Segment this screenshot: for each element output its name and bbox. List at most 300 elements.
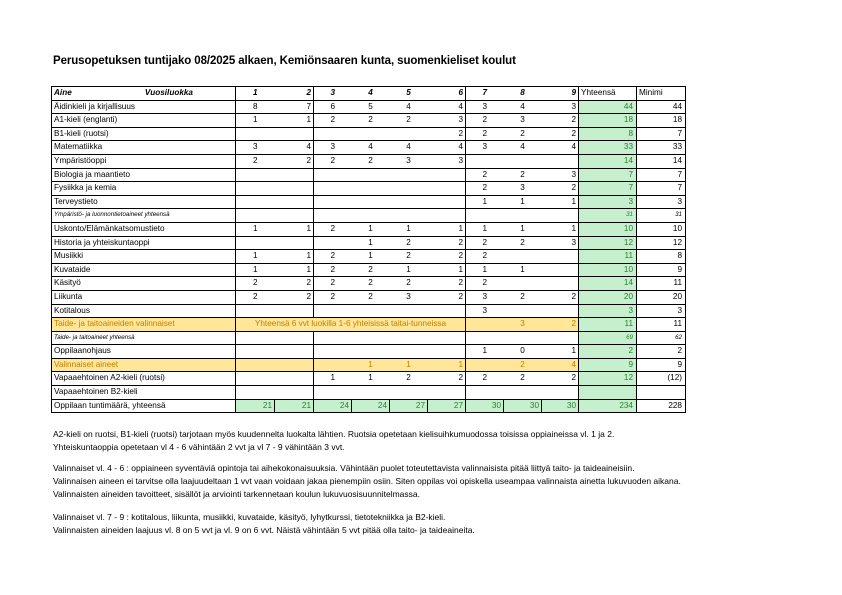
minimum-cell: 9 xyxy=(637,358,686,372)
total-cell: 20 xyxy=(579,290,637,304)
total-cell: 11 xyxy=(579,250,637,264)
grade-6-cell xyxy=(428,304,466,318)
grade-5-cell xyxy=(390,209,428,223)
grade-8-cell: 2 xyxy=(504,127,542,141)
table-row xyxy=(52,290,686,304)
table-row xyxy=(52,168,686,182)
table-row xyxy=(52,141,686,155)
grade-3-cell xyxy=(314,209,352,223)
grade-4-cell: 24 xyxy=(352,399,390,413)
minimum-cell: (12) xyxy=(637,372,686,386)
grade-8-cell: 0 xyxy=(504,345,542,359)
table-row xyxy=(52,358,686,372)
grade-6-cell: 3 xyxy=(428,154,466,168)
grade-2-cell: 1 xyxy=(275,222,314,236)
notes-paragraph-3 xyxy=(53,511,475,537)
header-aine: Aine xyxy=(54,88,72,97)
table-row xyxy=(52,209,686,223)
grade-3-cell: 2 xyxy=(314,154,352,168)
grade-3-cell xyxy=(314,127,352,141)
grade-9-cell xyxy=(542,209,579,223)
grade-7-cell xyxy=(466,386,504,400)
grade-6-cell: 1 xyxy=(428,263,466,277)
grade-1-cell: 1 xyxy=(236,250,275,264)
grade-6-cell: 1 xyxy=(428,358,466,372)
grade-1-cell xyxy=(236,195,275,209)
grade-7-cell: 2 xyxy=(466,182,504,196)
grade-7-cell: 2 xyxy=(466,114,504,128)
minimum-cell: 3 xyxy=(637,195,686,209)
grade-3-cell xyxy=(314,195,352,209)
grade-4-cell: 2 xyxy=(352,290,390,304)
minimum-cell: 3 xyxy=(637,304,686,318)
grade-5-cell xyxy=(390,345,428,359)
grade-4-cell: 1 xyxy=(352,358,390,372)
total-cell: 31 xyxy=(579,209,637,223)
table-row xyxy=(52,222,686,236)
grade-6-cell xyxy=(428,331,466,345)
grade-2-cell xyxy=(275,358,314,372)
grade-5-cell: 1 xyxy=(390,263,428,277)
total-cell: 44 xyxy=(579,100,637,114)
note-line: Valinnaiset vl. 7 - 9 : kotitalous, liikunta, musiikki, kuvataide, käsityö, lyhytkurssi, tietotekniikka ja B2-kieli. xyxy=(53,512,446,522)
grade-4-cell: 1 xyxy=(352,222,390,236)
grade-5-cell xyxy=(390,386,428,400)
grade-8-cell: 30 xyxy=(504,399,542,413)
grade-8-cell: 4 xyxy=(504,141,542,155)
grade-5-cell: 27 xyxy=(390,399,428,413)
grade-3-cell xyxy=(314,182,352,196)
minimum-cell: 18 xyxy=(637,114,686,128)
grade-5-cell: 1 xyxy=(390,222,428,236)
grade-1-cell xyxy=(236,386,275,400)
grade-2-cell: 1 xyxy=(275,263,314,277)
subject-label: Uskonto/Elämänkatsomustieto xyxy=(52,222,236,236)
grade-2-cell: 2 xyxy=(275,290,314,304)
grade-5-cell: 3 xyxy=(390,154,428,168)
table-row xyxy=(52,263,686,277)
grade-9-cell: 2 xyxy=(542,182,579,196)
subject-label: Taide- ja taitoaineet yhteensä xyxy=(52,331,236,345)
grade-3-cell xyxy=(314,345,352,359)
grade-3-cell: 2 xyxy=(314,114,352,128)
grade-4-cell: 1 xyxy=(352,236,390,250)
total-cell: 12 xyxy=(579,236,637,250)
grade-2-cell xyxy=(275,236,314,250)
grade-9-cell xyxy=(542,331,579,345)
subject-label: Terveystieto xyxy=(52,195,236,209)
subject-label: Ympäristöoppi xyxy=(52,154,236,168)
grade-6-cell: 2 xyxy=(428,290,466,304)
total-cell: 14 xyxy=(579,154,637,168)
subject-label: A1-kieli (englanti) xyxy=(52,114,236,128)
minimum-cell xyxy=(637,386,686,400)
minimum-cell: 12 xyxy=(637,236,686,250)
minimum-cell: 9 xyxy=(637,263,686,277)
grade-3-cell: 6 xyxy=(314,100,352,114)
grade-9-cell: 4 xyxy=(542,358,579,372)
header-grade-label: Vuosiluokka xyxy=(144,88,193,97)
note-line: Valinnaisten aineiden laajuus vl. 8 on 5 vvt ja vl. 9 on 6 vvt. Näistä vähintään 5 vvt pitää olla taito- ja taideaineita. xyxy=(53,525,475,535)
notes-paragraph-2 xyxy=(53,462,681,501)
minimum-cell: 44 xyxy=(637,100,686,114)
grade-2-cell xyxy=(275,168,314,182)
total-cell: 3 xyxy=(579,195,637,209)
header-grade-7: 7 xyxy=(466,87,504,101)
grade-8-cell xyxy=(504,277,542,291)
note-line: A2-kieli on ruotsi, B1-kieli (ruotsi) tarjotaan myös kuudennelta luokalta lähtien. Ruotsia opetetaan kielisuihkumuodossa toisissa oppiaineissa vl. 1 ja 2. xyxy=(53,429,615,439)
grade-6-cell: 2 xyxy=(428,250,466,264)
table-row xyxy=(52,114,686,128)
grade-2-cell: 21 xyxy=(275,399,314,413)
grade-2-cell: 2 xyxy=(275,277,314,291)
grade-4-cell xyxy=(352,331,390,345)
header-grade-2: 2 xyxy=(275,87,314,101)
header-grade-3: 3 xyxy=(314,87,352,101)
grade-4-cell xyxy=(352,386,390,400)
grade-4-cell xyxy=(352,195,390,209)
minimum-cell: 33 xyxy=(637,141,686,155)
grade-2-cell: 7 xyxy=(275,100,314,114)
grade-7-cell: 3 xyxy=(466,141,504,155)
subject-label: Kuvataide xyxy=(52,263,236,277)
grade-1-cell: 21 xyxy=(236,399,275,413)
grade-9-cell xyxy=(542,304,579,318)
note-line: Valinnaiset vl. 4 - 6 : oppiaineen syventäviä opintoja tai aihekokonaisuuksia. Vähintään puolet toteutettavista valinnaisista pitää liittyä taito- ja taideaineisiin. xyxy=(53,463,635,473)
grade-9-cell: 1 xyxy=(542,195,579,209)
grade-1-cell: 1 xyxy=(236,114,275,128)
subject-label: Oppilaanohjaus xyxy=(52,345,236,359)
grade-8-cell: 4 xyxy=(504,100,542,114)
grade-4-cell xyxy=(352,168,390,182)
grade-7-cell: 2 xyxy=(466,250,504,264)
grade-4-cell: 1 xyxy=(352,372,390,386)
subject-label: Musiikki xyxy=(52,250,236,264)
grade-9-cell xyxy=(542,277,579,291)
grade-8-cell: 2 xyxy=(504,290,542,304)
grade-9-cell: 1 xyxy=(542,345,579,359)
total-cell: 18 xyxy=(579,114,637,128)
note-line: Yhteiskuntaoppia opetetaan vl 4 - 6 vähintään 2 vvt ja vl 7 - 9 vähintään 3 vvt. xyxy=(53,442,345,452)
grade-1-cell xyxy=(236,372,275,386)
grade-4-cell xyxy=(352,345,390,359)
grade-4-cell xyxy=(352,182,390,196)
note-line: Valinnaisten aineiden tavoitteet, sisällöt ja arviointi tarkennetaan koulun lukuvuosisuunnitelmassa. xyxy=(53,489,420,499)
grade-4-cell xyxy=(352,127,390,141)
subject-label: Fysiikka ja kemia xyxy=(52,182,236,196)
grade-1-cell xyxy=(236,345,275,359)
grade-5-cell xyxy=(390,195,428,209)
grade-2-cell: 4 xyxy=(275,141,314,155)
grade-9-cell xyxy=(542,386,579,400)
grade-8-cell: 2 xyxy=(504,168,542,182)
grade-8-cell xyxy=(504,386,542,400)
note-line: Valinnaisen aineen ei tarvitse olla laajuudeltaan 1 vvt vaan voidaan jakaa pienempiin osiin. Siten oppilas voi opiskella useampaa valinnaista ainetta lukuvuoden aikana. xyxy=(53,476,681,486)
grade-8-cell: 3 xyxy=(504,114,542,128)
grade-8-cell: 2 xyxy=(504,372,542,386)
grade-6-cell: 1 xyxy=(428,222,466,236)
minimum-cell: 11 xyxy=(637,277,686,291)
grade-5-cell: 3 xyxy=(390,290,428,304)
grade-6-cell xyxy=(428,195,466,209)
header-grade-4: 4 xyxy=(352,87,390,101)
merged-note-cell: Yhteensä 6 vvt luokilla 1-6 yhteisissä taitai-tunneissa xyxy=(236,318,466,332)
table-row xyxy=(52,277,686,291)
grade-1-cell: 2 xyxy=(236,290,275,304)
grade-2-cell xyxy=(275,304,314,318)
grade-3-cell: 2 xyxy=(314,290,352,304)
grade-1-cell: 3 xyxy=(236,141,275,155)
header-grade-9: 9 xyxy=(542,87,579,101)
total-cell: 234 xyxy=(579,399,637,413)
grade-5-cell xyxy=(390,304,428,318)
table-row xyxy=(52,250,686,264)
subject-label: Valinnaiset aineet xyxy=(52,358,236,372)
grade-9-cell: 4 xyxy=(542,141,579,155)
grade-8-cell: 2 xyxy=(504,358,542,372)
grade-6-cell: 2 xyxy=(428,236,466,250)
grade-6-cell: 4 xyxy=(428,141,466,155)
grade-1-cell xyxy=(236,331,275,345)
subject-label: Äidinkieli ja kirjallisuus xyxy=(52,100,236,114)
subject-label: Vapaaehtoinen B2-kieli xyxy=(52,386,236,400)
table-row xyxy=(52,195,686,209)
curriculum-table xyxy=(51,86,686,413)
total-cell: 33 xyxy=(579,141,637,155)
total-cell: 14 xyxy=(579,277,637,291)
minimum-cell: 7 xyxy=(637,168,686,182)
grade-2-cell: 2 xyxy=(275,154,314,168)
grade-7-cell xyxy=(466,154,504,168)
subject-label: Kotitalous xyxy=(52,304,236,318)
subject-label: Matematiikka xyxy=(52,141,236,155)
grade-5-cell: 1 xyxy=(390,358,428,372)
grade-7-cell: 3 xyxy=(466,290,504,304)
grade-5-cell xyxy=(390,182,428,196)
total-cell: 12 xyxy=(579,372,637,386)
total-cell: 7 xyxy=(579,168,637,182)
grade-7-cell: 1 xyxy=(466,195,504,209)
table-row xyxy=(52,127,686,141)
page-title: Perusopetuksen tuntijako 08/2025 alkaen, Kemiönsaaren kunta, suomenkieliset koulut xyxy=(53,55,516,67)
grade-1-cell xyxy=(236,182,275,196)
grade-5-cell: 2 xyxy=(390,277,428,291)
grade-7-cell: 2 xyxy=(466,372,504,386)
grade-1-cell xyxy=(236,236,275,250)
subject-label: Biologia ja maantieto xyxy=(52,168,236,182)
grade-3-cell: 2 xyxy=(314,263,352,277)
subject-label: B1-kieli (ruotsi) xyxy=(52,127,236,141)
total-cell: 9 xyxy=(579,358,637,372)
grade-7-cell xyxy=(466,358,504,372)
grade-7-cell: 2 xyxy=(466,236,504,250)
grade-8-cell xyxy=(504,209,542,223)
grade-6-cell: 4 xyxy=(428,100,466,114)
grade-5-cell: 4 xyxy=(390,141,428,155)
grade-6-cell: 2 xyxy=(428,127,466,141)
grade-7-cell xyxy=(466,318,504,332)
grade-3-cell xyxy=(314,358,352,372)
subject-label: Käsityö xyxy=(52,277,236,291)
grade-4-cell: 2 xyxy=(352,277,390,291)
subject-label: Ympäristö- ja luonnontietoaineet yhteensä xyxy=(52,209,236,223)
grade-2-cell: 1 xyxy=(275,250,314,264)
grade-7-cell: 2 xyxy=(466,277,504,291)
grade-2-cell xyxy=(275,386,314,400)
minimum-cell: 10 xyxy=(637,222,686,236)
grade-9-cell: 3 xyxy=(542,236,579,250)
grade-1-cell: 2 xyxy=(236,154,275,168)
table-row xyxy=(52,331,686,345)
grade-6-cell: 2 xyxy=(428,277,466,291)
table-row xyxy=(52,399,686,413)
table-row xyxy=(52,386,686,400)
grade-9-cell xyxy=(542,263,579,277)
grade-1-cell xyxy=(236,127,275,141)
grade-1-cell xyxy=(236,304,275,318)
grade-5-cell: 2 xyxy=(390,372,428,386)
minimum-cell: 7 xyxy=(637,182,686,196)
subject-label: Vapaaehtoinen A2-kieli (ruotsi) xyxy=(52,372,236,386)
grade-8-cell: 3 xyxy=(504,318,542,332)
grade-3-cell: 2 xyxy=(314,277,352,291)
header-grade-1: 1 xyxy=(236,87,275,101)
grade-3-cell: 24 xyxy=(314,399,352,413)
grade-9-cell: 2 xyxy=(542,114,579,128)
grade-7-cell: 3 xyxy=(466,100,504,114)
grade-1-cell xyxy=(236,168,275,182)
table-row xyxy=(52,236,686,250)
grade-9-cell: 1 xyxy=(542,222,579,236)
minimum-cell: 7 xyxy=(637,127,686,141)
header-minimum: Minimi xyxy=(637,87,686,101)
grade-1-cell: 8 xyxy=(236,100,275,114)
minimum-cell: 228 xyxy=(637,399,686,413)
grade-6-cell xyxy=(428,182,466,196)
header-total: Yhteensä xyxy=(579,87,637,101)
header-subject xyxy=(52,87,236,101)
minimum-cell: 62 xyxy=(637,331,686,345)
table-row xyxy=(52,100,686,114)
grade-4-cell: 4 xyxy=(352,141,390,155)
grade-1-cell: 1 xyxy=(236,222,275,236)
subject-label: Taide- ja taitoaineiden valinnaiset xyxy=(52,318,236,332)
grade-8-cell xyxy=(504,331,542,345)
grade-7-cell: 2 xyxy=(466,127,504,141)
grade-2-cell xyxy=(275,127,314,141)
grade-2-cell xyxy=(275,182,314,196)
grade-6-cell: 27 xyxy=(428,399,466,413)
grade-7-cell xyxy=(466,209,504,223)
grade-4-cell xyxy=(352,304,390,318)
grade-3-cell xyxy=(314,331,352,345)
grade-2-cell: 1 xyxy=(275,114,314,128)
total-cell: 69 xyxy=(579,331,637,345)
header-grade-5: 5 xyxy=(390,87,428,101)
grade-8-cell: 2 xyxy=(504,236,542,250)
grade-9-cell: 30 xyxy=(542,399,579,413)
grade-4-cell: 2 xyxy=(352,154,390,168)
grade-5-cell xyxy=(390,168,428,182)
grade-2-cell xyxy=(275,195,314,209)
total-cell: 8 xyxy=(579,127,637,141)
grade-9-cell xyxy=(542,250,579,264)
grade-5-cell: 2 xyxy=(390,114,428,128)
grade-2-cell xyxy=(275,345,314,359)
grade-8-cell: 3 xyxy=(504,182,542,196)
minimum-cell: 8 xyxy=(637,250,686,264)
grade-9-cell: 2 xyxy=(542,318,579,332)
grade-3-cell: 1 xyxy=(314,372,352,386)
grade-4-cell: 2 xyxy=(352,114,390,128)
table-header-row xyxy=(52,87,686,101)
total-cell: 10 xyxy=(579,222,637,236)
table-row xyxy=(52,372,686,386)
grade-3-cell xyxy=(314,386,352,400)
grade-8-cell xyxy=(504,154,542,168)
grade-8-cell: 1 xyxy=(504,263,542,277)
grade-4-cell: 5 xyxy=(352,100,390,114)
grade-9-cell: 2 xyxy=(542,290,579,304)
grade-7-cell: 1 xyxy=(466,222,504,236)
grade-2-cell xyxy=(275,209,314,223)
grade-7-cell: 3 xyxy=(466,304,504,318)
grade-8-cell: 1 xyxy=(504,195,542,209)
grade-3-cell xyxy=(314,168,352,182)
total-cell xyxy=(579,386,637,400)
subject-label: Historia ja yhteiskuntaoppi xyxy=(52,236,236,250)
table-row xyxy=(52,304,686,318)
grade-1-cell xyxy=(236,358,275,372)
grade-6-cell xyxy=(428,209,466,223)
grade-4-cell: 1 xyxy=(352,250,390,264)
grade-1-cell: 1 xyxy=(236,263,275,277)
grade-5-cell: 2 xyxy=(390,236,428,250)
grade-3-cell: 2 xyxy=(314,222,352,236)
minimum-cell: 14 xyxy=(637,154,686,168)
minimum-cell: 31 xyxy=(637,209,686,223)
subject-label: Oppilaan tuntimäärä, yhteensä xyxy=(52,399,236,413)
minimum-cell: 2 xyxy=(637,345,686,359)
grade-9-cell: 2 xyxy=(542,372,579,386)
grade-6-cell xyxy=(428,345,466,359)
grade-8-cell xyxy=(504,250,542,264)
grade-7-cell: 1 xyxy=(466,345,504,359)
table-row xyxy=(52,345,686,359)
grade-8-cell xyxy=(504,304,542,318)
grade-7-cell: 2 xyxy=(466,168,504,182)
notes-paragraph-1 xyxy=(53,428,614,454)
grade-7-cell: 30 xyxy=(466,399,504,413)
grade-5-cell: 4 xyxy=(390,100,428,114)
grade-6-cell: 2 xyxy=(428,372,466,386)
grade-5-cell xyxy=(390,127,428,141)
total-cell: 11 xyxy=(579,318,637,332)
grade-3-cell: 3 xyxy=(314,141,352,155)
grade-7-cell xyxy=(466,331,504,345)
grade-6-cell: 3 xyxy=(428,114,466,128)
grade-4-cell xyxy=(352,209,390,223)
table-row xyxy=(52,318,686,332)
table-row xyxy=(52,154,686,168)
total-cell: 3 xyxy=(579,304,637,318)
grade-2-cell xyxy=(275,372,314,386)
grade-5-cell: 2 xyxy=(390,250,428,264)
grade-9-cell xyxy=(542,154,579,168)
grade-6-cell xyxy=(428,386,466,400)
header-grade-6: 6 xyxy=(428,87,466,101)
grade-8-cell: 1 xyxy=(504,222,542,236)
